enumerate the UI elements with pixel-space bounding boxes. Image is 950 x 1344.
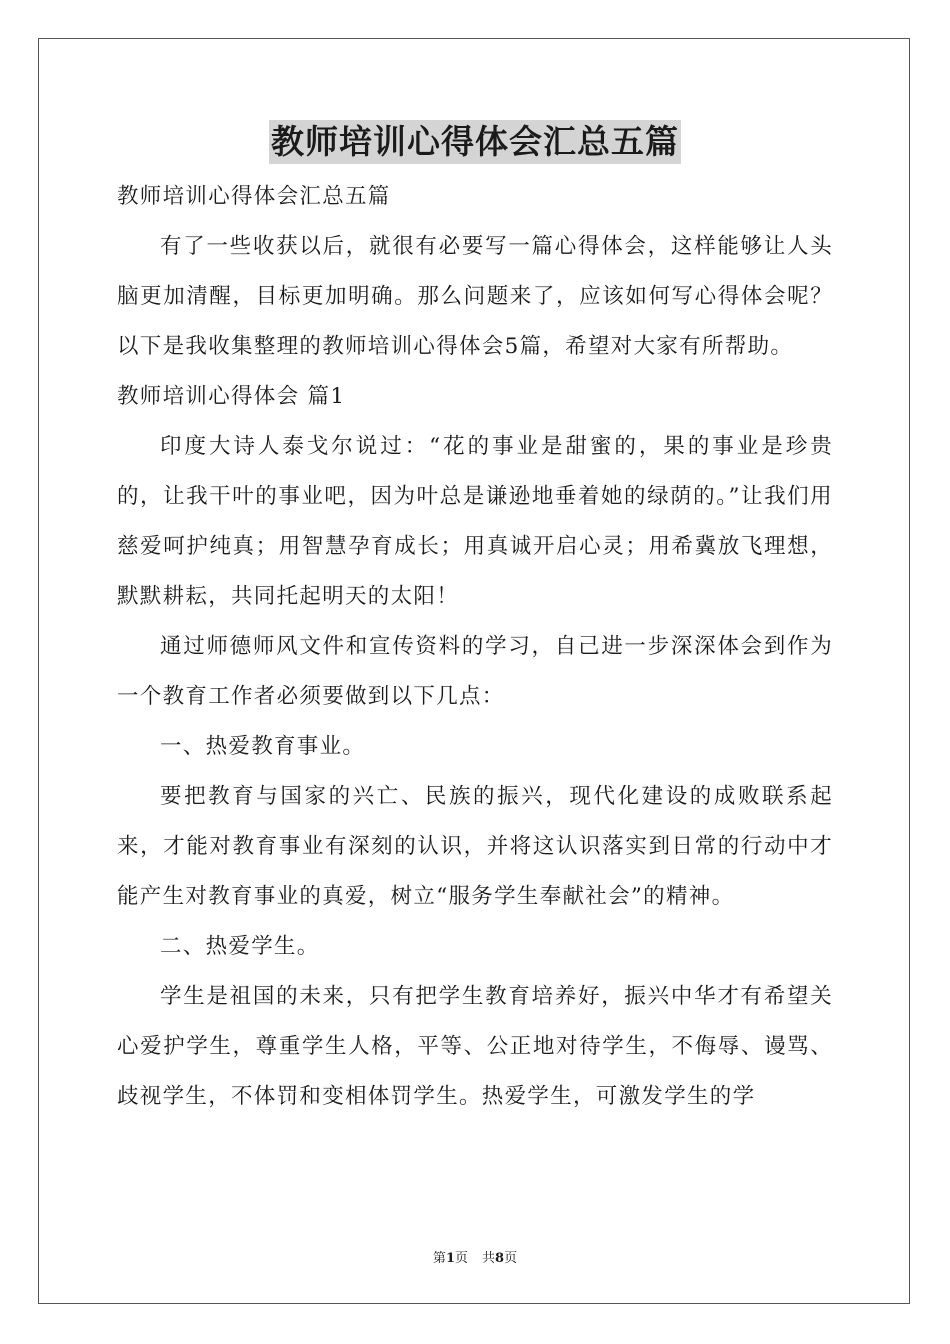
document-body bbox=[117, 120, 833, 1122]
footer-total-prefix: 共 bbox=[482, 1251, 496, 1266]
document-title bbox=[117, 120, 833, 172]
footer-page-suffix: 页 bbox=[454, 1251, 468, 1266]
paragraph-subtitle: 教师培训心得体会汇总五篇 bbox=[117, 184, 391, 209]
footer-page-number: 1 bbox=[445, 1251, 455, 1266]
paragraph-quote: 印度大诗人泰戈尔说过：“花的事业是甜蜜的，果的事业是珍贵的，让我干叶的事业吧，因为叶总是谦逊地垂着她的绿荫的。”让我们用慈爱呵护纯真；用智慧孕育成长；用真诚开启心灵；用希冀放飞理想，默默耕耘，共同托起明天的太阳！ bbox=[117, 434, 833, 609]
list-heading-1: 一、热爱教育事业。 bbox=[160, 734, 366, 759]
list-heading-2: 二、热爱学生。 bbox=[160, 934, 320, 959]
page-footer bbox=[0, 1247, 950, 1266]
footer-page-prefix: 第 bbox=[432, 1251, 446, 1266]
paragraph-point-1: 要把教育与国家的兴亡、民族的振兴，现代化建设的成败联系起来，才能对教育事业有深刻的认识，并将这认识落实到日常的行动中才能产生对教育事业的真爱，树立“服务学生奉献社会”的精神。 bbox=[117, 784, 833, 909]
section-heading: 教师培训心得体会 篇1 bbox=[117, 384, 346, 409]
paragraph-point-2: 学生是祖国的未来，只有把学生教育培养好，振兴中华才有希望关心爱护学生，尊重学生人格，平等、公正地对待学生，不侮辱、谩骂、歧视学生，不体罚和变相体罚学生。热爱学生，可激发学生的学 bbox=[117, 984, 833, 1109]
document-title-text: 教师培训心得体会汇总五篇 bbox=[269, 120, 681, 164]
paragraph-study: 通过师德师风文件和宣传资料的学习，自己进一步深深体会到作为一个教育工作者必须要做到以下几点： bbox=[117, 634, 833, 709]
paragraph-intro: 有了一些收获以后，就很有必要写一篇心得体会，这样能够让人头脑更加清醒，目标更加明确。那么问题来了，应该如何写心得体会呢？以下是我收集整理的教师培训心得体会5篇，希望对大家有所帮助。 bbox=[117, 234, 833, 359]
footer-total-suffix: 页 bbox=[504, 1251, 518, 1266]
footer-total-pages: 8 bbox=[495, 1251, 505, 1266]
